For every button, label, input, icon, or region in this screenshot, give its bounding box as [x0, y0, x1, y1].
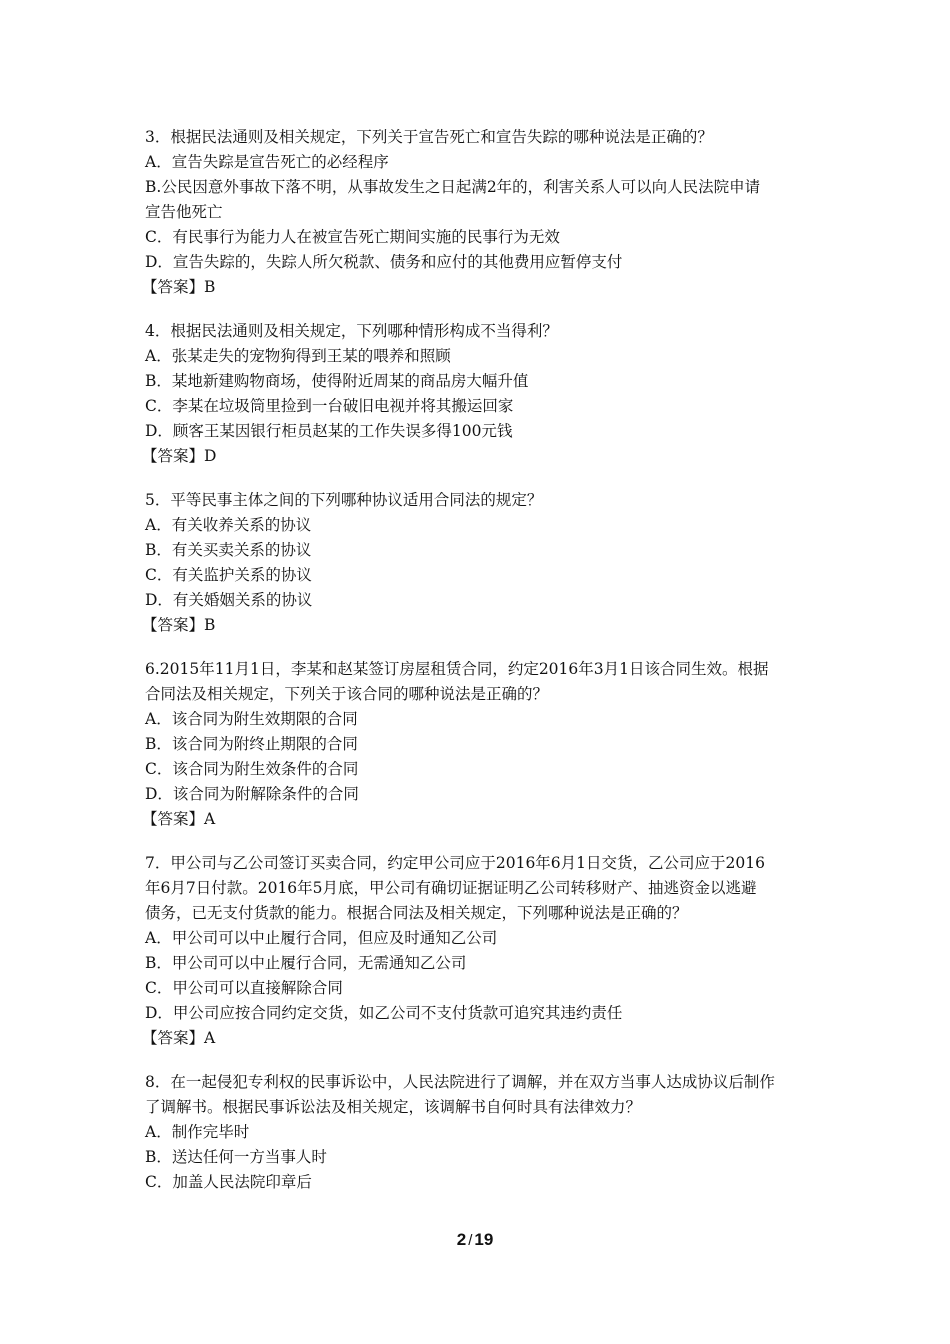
option-a: A．有关收养关系的协议: [145, 516, 312, 534]
option-d: D．宣告失踪的，失踪人所欠税款、债务和应付的其他费用应暂停支付: [145, 253, 623, 271]
option-b: B．甲公司可以中止履行合同，无需通知乙公司: [145, 954, 467, 972]
current-page-number: 2: [456, 1230, 467, 1249]
question-stem-continued: 合同法及相关规定，下列关于该合同的哪种说法是正确的？: [145, 685, 549, 703]
option-a: A．张某走失的宠物狗得到王某的喂养和照顾: [145, 347, 451, 365]
option-b: B．该合同为附终止期限的合同: [145, 735, 358, 753]
question-stem-continued: 年6月7日付款。2016年5月底，甲公司有确切证据证明乙公司转移财产、抽逃资金以逃避: [145, 879, 757, 897]
question-7: [142, 851, 815, 1051]
answer-line: 【答案】A: [142, 1029, 216, 1047]
answer-line: 【答案】B: [142, 278, 216, 296]
option-b: B.公民因意外事故下落不明，从事故发生之日起满2年的，利害关系人可以向人民法院申请: [145, 178, 761, 196]
option-a: A．该合同为附生效期限的合同: [145, 710, 358, 728]
option-b: B．某地新建购物商场，使得附近周某的商品房大幅升值: [145, 372, 529, 390]
question-list: [142, 125, 815, 1214]
option-d: D．顾客王某因银行柜员赵某的工作失误多得100元钱: [145, 422, 513, 440]
question-4: [142, 319, 815, 469]
question-stem: 7．甲公司与乙公司签订买卖合同，约定甲公司应于2016年6月1日交货，乙公司应于2016: [145, 854, 765, 872]
option-d: D．该合同为附解除条件的合同: [145, 785, 359, 803]
option-c: C．加盖人民法院印章后: [145, 1173, 312, 1191]
option-c: C．有民事行为能力人在被宣告死亡期间实施的民事行为无效: [145, 228, 560, 246]
page-number: [0, 1228, 950, 1253]
question-3: [142, 125, 815, 300]
option-d: D．有关婚姻关系的协议: [145, 591, 313, 609]
option-c: C．该合同为附生效条件的合同: [145, 760, 359, 778]
question-5: [142, 488, 815, 638]
question-stem: 8．在一起侵犯专利权的民事诉讼中，人民法院进行了调解，并在双方当事人达成协议后制作: [145, 1073, 775, 1091]
question-stem: 6.2015年11月1日，李某和赵某签订房屋租赁合同，约定2016年3月1日该合同生效。根据: [145, 660, 769, 678]
option-c: C．李某在垃圾筒里捡到一台破旧电视并将其搬运回家: [145, 397, 514, 415]
option-c: C．有关监护关系的协议: [145, 566, 312, 584]
option-b: B．送达任何一方当事人时: [145, 1148, 327, 1166]
option-a: A．宣告失踪是宣告死亡的必经程序: [145, 153, 389, 171]
option-a: A．制作完毕时: [145, 1123, 250, 1141]
question-6: [142, 657, 815, 832]
option-b-continued: 宣告他死亡: [145, 203, 223, 221]
answer-line: 【答案】D: [142, 447, 217, 465]
page-separator: /: [468, 1232, 473, 1249]
total-pages-number: 19: [474, 1230, 494, 1249]
question-stem: 5．平等民事主体之间的下列哪种协议适用合同法的规定？: [145, 491, 543, 509]
answer-line: 【答案】B: [142, 616, 216, 634]
question-8: [145, 1070, 815, 1195]
option-a: A．甲公司可以中止履行合同，但应及时通知乙公司: [145, 929, 498, 947]
question-stem-continued: 债务，已无支付货款的能力。根据合同法及相关规定，下列哪种说法是正确的？: [145, 904, 688, 922]
question-stem: 3．根据民法通则及相关规定，下列关于宣告死亡和宣告失踪的哪种说法是正确的？: [145, 128, 713, 146]
answer-line: 【答案】A: [142, 810, 216, 828]
option-d: D．甲公司应按合同约定交货，如乙公司不支付货款可追究其违约责任: [145, 1004, 623, 1022]
question-stem: 4．根据民法通则及相关规定，下列哪种情形构成不当得利？: [145, 322, 558, 340]
option-c: C．甲公司可以直接解除合同: [145, 979, 343, 997]
option-b: B．有关买卖关系的协议: [145, 541, 312, 559]
question-stem-continued: 了调解书。根据民事诉讼法及相关规定，该调解书自何时具有法律效力？: [145, 1098, 642, 1116]
